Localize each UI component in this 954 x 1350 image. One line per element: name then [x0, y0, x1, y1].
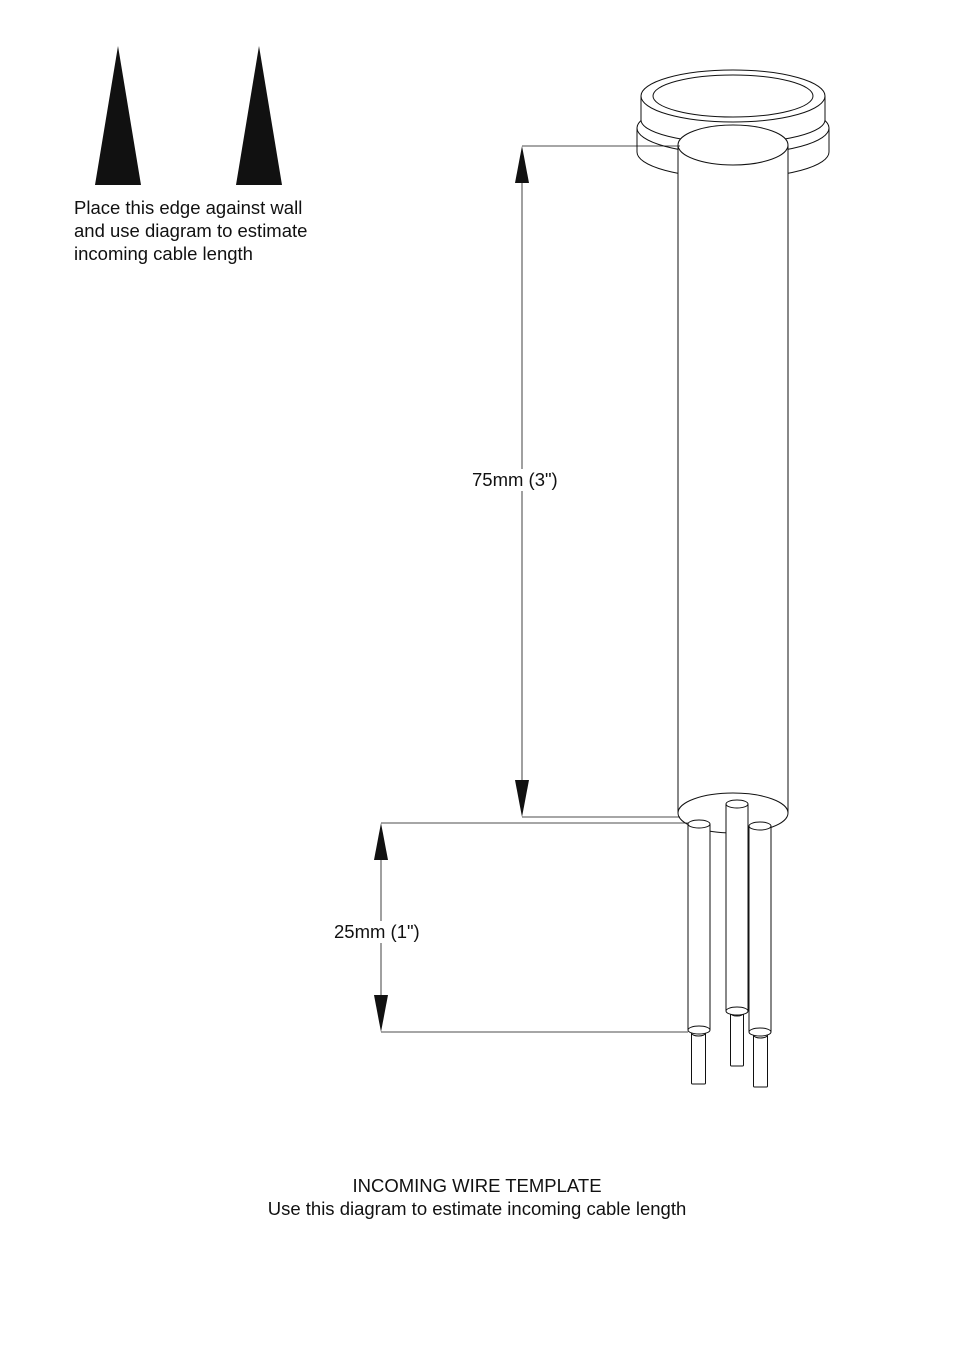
caption-title: INCOMING WIRE TEMPLATE — [352, 1175, 602, 1196]
wall-edge-marker-right — [236, 46, 282, 185]
wall-edge-marker-left — [95, 46, 141, 185]
wire-left — [688, 820, 710, 1084]
dimension-label-75mm: 75mm (3") — [472, 469, 558, 490]
tube-body — [678, 125, 788, 833]
dimension-label-25mm: 25mm (1") — [334, 921, 420, 942]
wall-edge-instruction — [74, 196, 394, 265]
wire-center — [726, 800, 748, 1066]
template-caption — [0, 1174, 954, 1220]
wire-right — [749, 822, 771, 1087]
instruction-line: and use diagram to estimate — [74, 220, 308, 241]
instruction-line: Place this edge against wall — [74, 197, 303, 218]
caption-subtitle: Use this diagram to estimate incoming cable length — [267, 1198, 687, 1219]
instruction-line: incoming cable length — [74, 243, 253, 264]
